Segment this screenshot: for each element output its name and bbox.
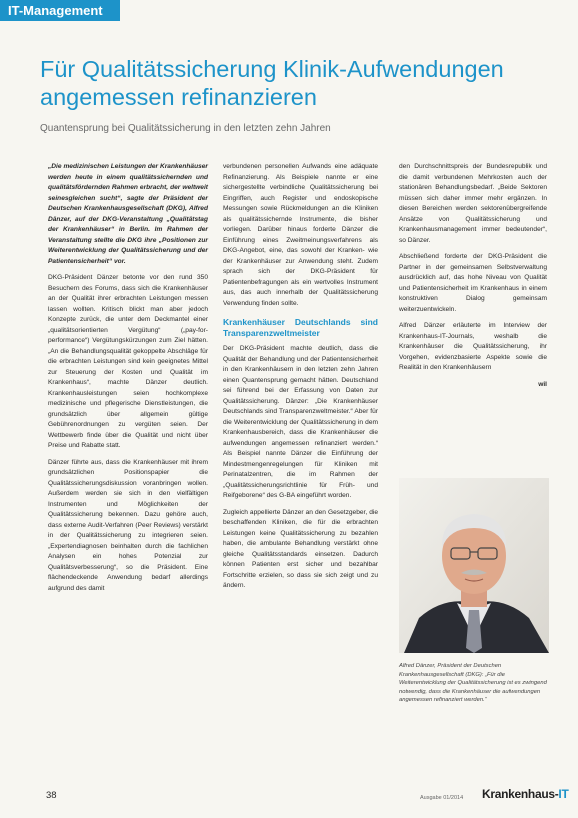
issue-date: Ausgabe 01/2014 — [420, 795, 464, 801]
paragraph: den Durchschnittspreis der Bundesrepublik und die damit verbundenen Mehrkosten auch der stationären Behandlungsbedarf. „Beide Sektoren müssen sich daher immer mehr ergänzen. In diesen Bereichen werden sektorenübergreifende Ansätze von Qualitätssicherung und Krankenhausmanagement immer bedeutender“, so Dänzer. — [399, 163, 547, 244]
paragraph: Zugleich appellierte Dänzer an den Gesetzgeber, die beschaffenden Kliniken, die für die erbrachten Leistungen keine Qualitätssicherung zu bezahlen haben, die ambulante Behandlung verstärkt ohne gleiche Qualitätsstandards einsetzen. Dadurch können Patienten erst sicher und bezahlbar Fortschritte erzielen, so dass sie sich zeigt und zu ändern. — [223, 508, 378, 589]
article-subtitle: Quantensprung bei Qualitätssicherung in den letzten zehn Jahren — [40, 123, 331, 134]
lead-paragraph: „Die medizinischen Leistungen der Krankenhäuser werden heute in einem qualitätssichernden und qualitätsfördernden Rahmen erbracht, der weltweit seinesgleichen sucht“, sagte der Präsident der Deutschen Krankenhausgesellschaft (DKG), Alfred Dänzer, auf der DKG-Veranstaltung „Qualitätstag der Krankenhäuser“ in Berlin. Im Rahmen der Veranstaltung stellte die DKG ihre „Positionen zur Weiterentwicklung der Qualitätssicherung und der Patientensicherheit“ vor. — [48, 163, 208, 265]
page-number: 38 — [46, 790, 57, 801]
photo-caption: Alfred Dänzer, Präsident der Deutschen Krankenhausgesellschaft (DKG): „Für die Weiterentwicklung der Qualitätssicherung ist es zwingend notwendig, dass die Krankenhäuser die aufwendungen angemessen refinanziert werden.“ — [399, 663, 547, 703]
column-3 — [399, 162, 547, 390]
paragraph: Der DKG-Präsident machte deutlich, dass die Qualität der Behandlung und der Patientensicherheit in den Krankenhäusern in den letzten zehn Jahren einen Quantensprung gemacht hätten. Deutschland sei führend bei der Erfassung von Daten zur Qualitätssicherung. Dänzer: „Die Krankenhäuser Deutschlands sind Transparenzweltmeister.“ Aber für die Weiterentwicklung der Qualitätssicherung in dem Krankenhausbereich, dass die Krankenhäuser die aufwendungen angemessen refinanziert werden.“ Als Beispiel nannte Dänzer die Einführung der Mindestmengenregelungen für Kliniken mit Perinatalzentren, die im Rahmen der „Qualitätssicherungsrichtlinie für Früh- und Reifgeborene“ des G-BA eingeführt worden. — [223, 345, 378, 499]
paragraph: verbundenen personellen Aufwands eine adäquate Refinanzierung. Als Beispiele nannte er eine sichergestellte verbindliche Qualitätssicherung bei Eingriffen, auch Register und endoskopische Messungen sowie Rückmeldungen an die Kliniken als qualitätssichernde Instrumente, die bisher vorliegen. Darüber hinaus forderte Dänzer die Einführung eines Zweitmeinungsverfahrens als DKG-Angebot, eine, das sowohl der Kranken- wie der Krankenhäuser zur Anwendung steht. Zudem sprach sich der DKG-Präsident für Patientenbefragungen als ein wertvolles Instrument aus, das auch innerhalb der Qualitätssicherung Verwendung finden sollte. — [223, 163, 378, 307]
logo-main: Krankenhaus- — [482, 787, 559, 801]
author-signature: wil — [538, 380, 547, 388]
magazine-logo — [482, 787, 569, 801]
portrait-photo — [399, 478, 549, 653]
section-heading: Krankenhäuser Deutschlands sind Transparenzweltmeister — [223, 317, 378, 338]
column-2 — [223, 162, 378, 598]
column-1 — [48, 162, 208, 600]
paragraph: DKG-Präsident Dänzer betonte vor den rund 350 Besuchern des Forums, dass sich die Krankenhäuser an der Qualität ihrer erbrachten Leistungen messen lassen wollten. Kritisch blickt man aber jedoch Konzepte zurück, die unter dem Deckmantel einer „qualitätsorientierten Vergütung“ („pay-for-performance“) Vergütungskürzungen zum Ziel hätten. „An die Behandlungsqualität gekoppelte Abschläge für die erbrachten Leistungen sind kein geeignetes Mittel zur Steuerung der Kosten und Qualität im Krankenhaus“, machte Dänzer deutlich. Krankenhausleistungen seien hochkomplexe medizinische und pflegerische Dienstleistungen, die grundsätzlich über allgemein gültige Gebührenordnungen zu vergüten seien. Der Wettbewerb finde über die Qualität und nicht über Preise und Rabatte statt. — [48, 274, 208, 449]
paragraph: Abschließend forderte der DKG-Präsident die Partner in der gemeinsamen Selbstverwaltung ausdrücklich auf, das hohe Niveau von Qualität und Patientensicherheit im Krankenhaus in einem konstruktiven Dialog gemeinsam weiterzuentwickeln. — [399, 253, 547, 313]
logo-it: IT — [558, 787, 569, 801]
paragraph: Alfred Dänzer erläuterte im Interview der Krankenhaus-IT-Journals, weshalb die Krankenhäuser die Qualitätssicherung, ihr Vorgehen, evidenzbasierte Aspekte sowie die Realität in den Krankenhäusern — [399, 322, 547, 371]
article-title: Für Qualitätssicherung Klinik-Aufwendungen angemessen refinanzieren — [40, 56, 504, 110]
section-label: IT-Management — [0, 0, 120, 21]
paragraph: Dänzer führte aus, dass die Krankenhäuser mit ihrem grundsätzlichen Positionspapier die Qualitätssicherungsdiskussion voranbringen wollen. Außerdem werden sie sich in den vielfältigen Instrumenten und Möglichkeiten der Qualitätssicherung bekennen. Dazu gehöre auch, dass externe Audit-Verfahren (Peer Reviews) verstärkt in der Qualitätssicherung zu integrieren seien. „Expertendiagnosen beinhalten durch die fachlichen Analysen ein hohes Potenzial zur Qualitätsverbesserung“, so die Präsident. Eine flächendeckende Anwendung bedarf allerdings aufgrund des damit — [48, 458, 208, 592]
